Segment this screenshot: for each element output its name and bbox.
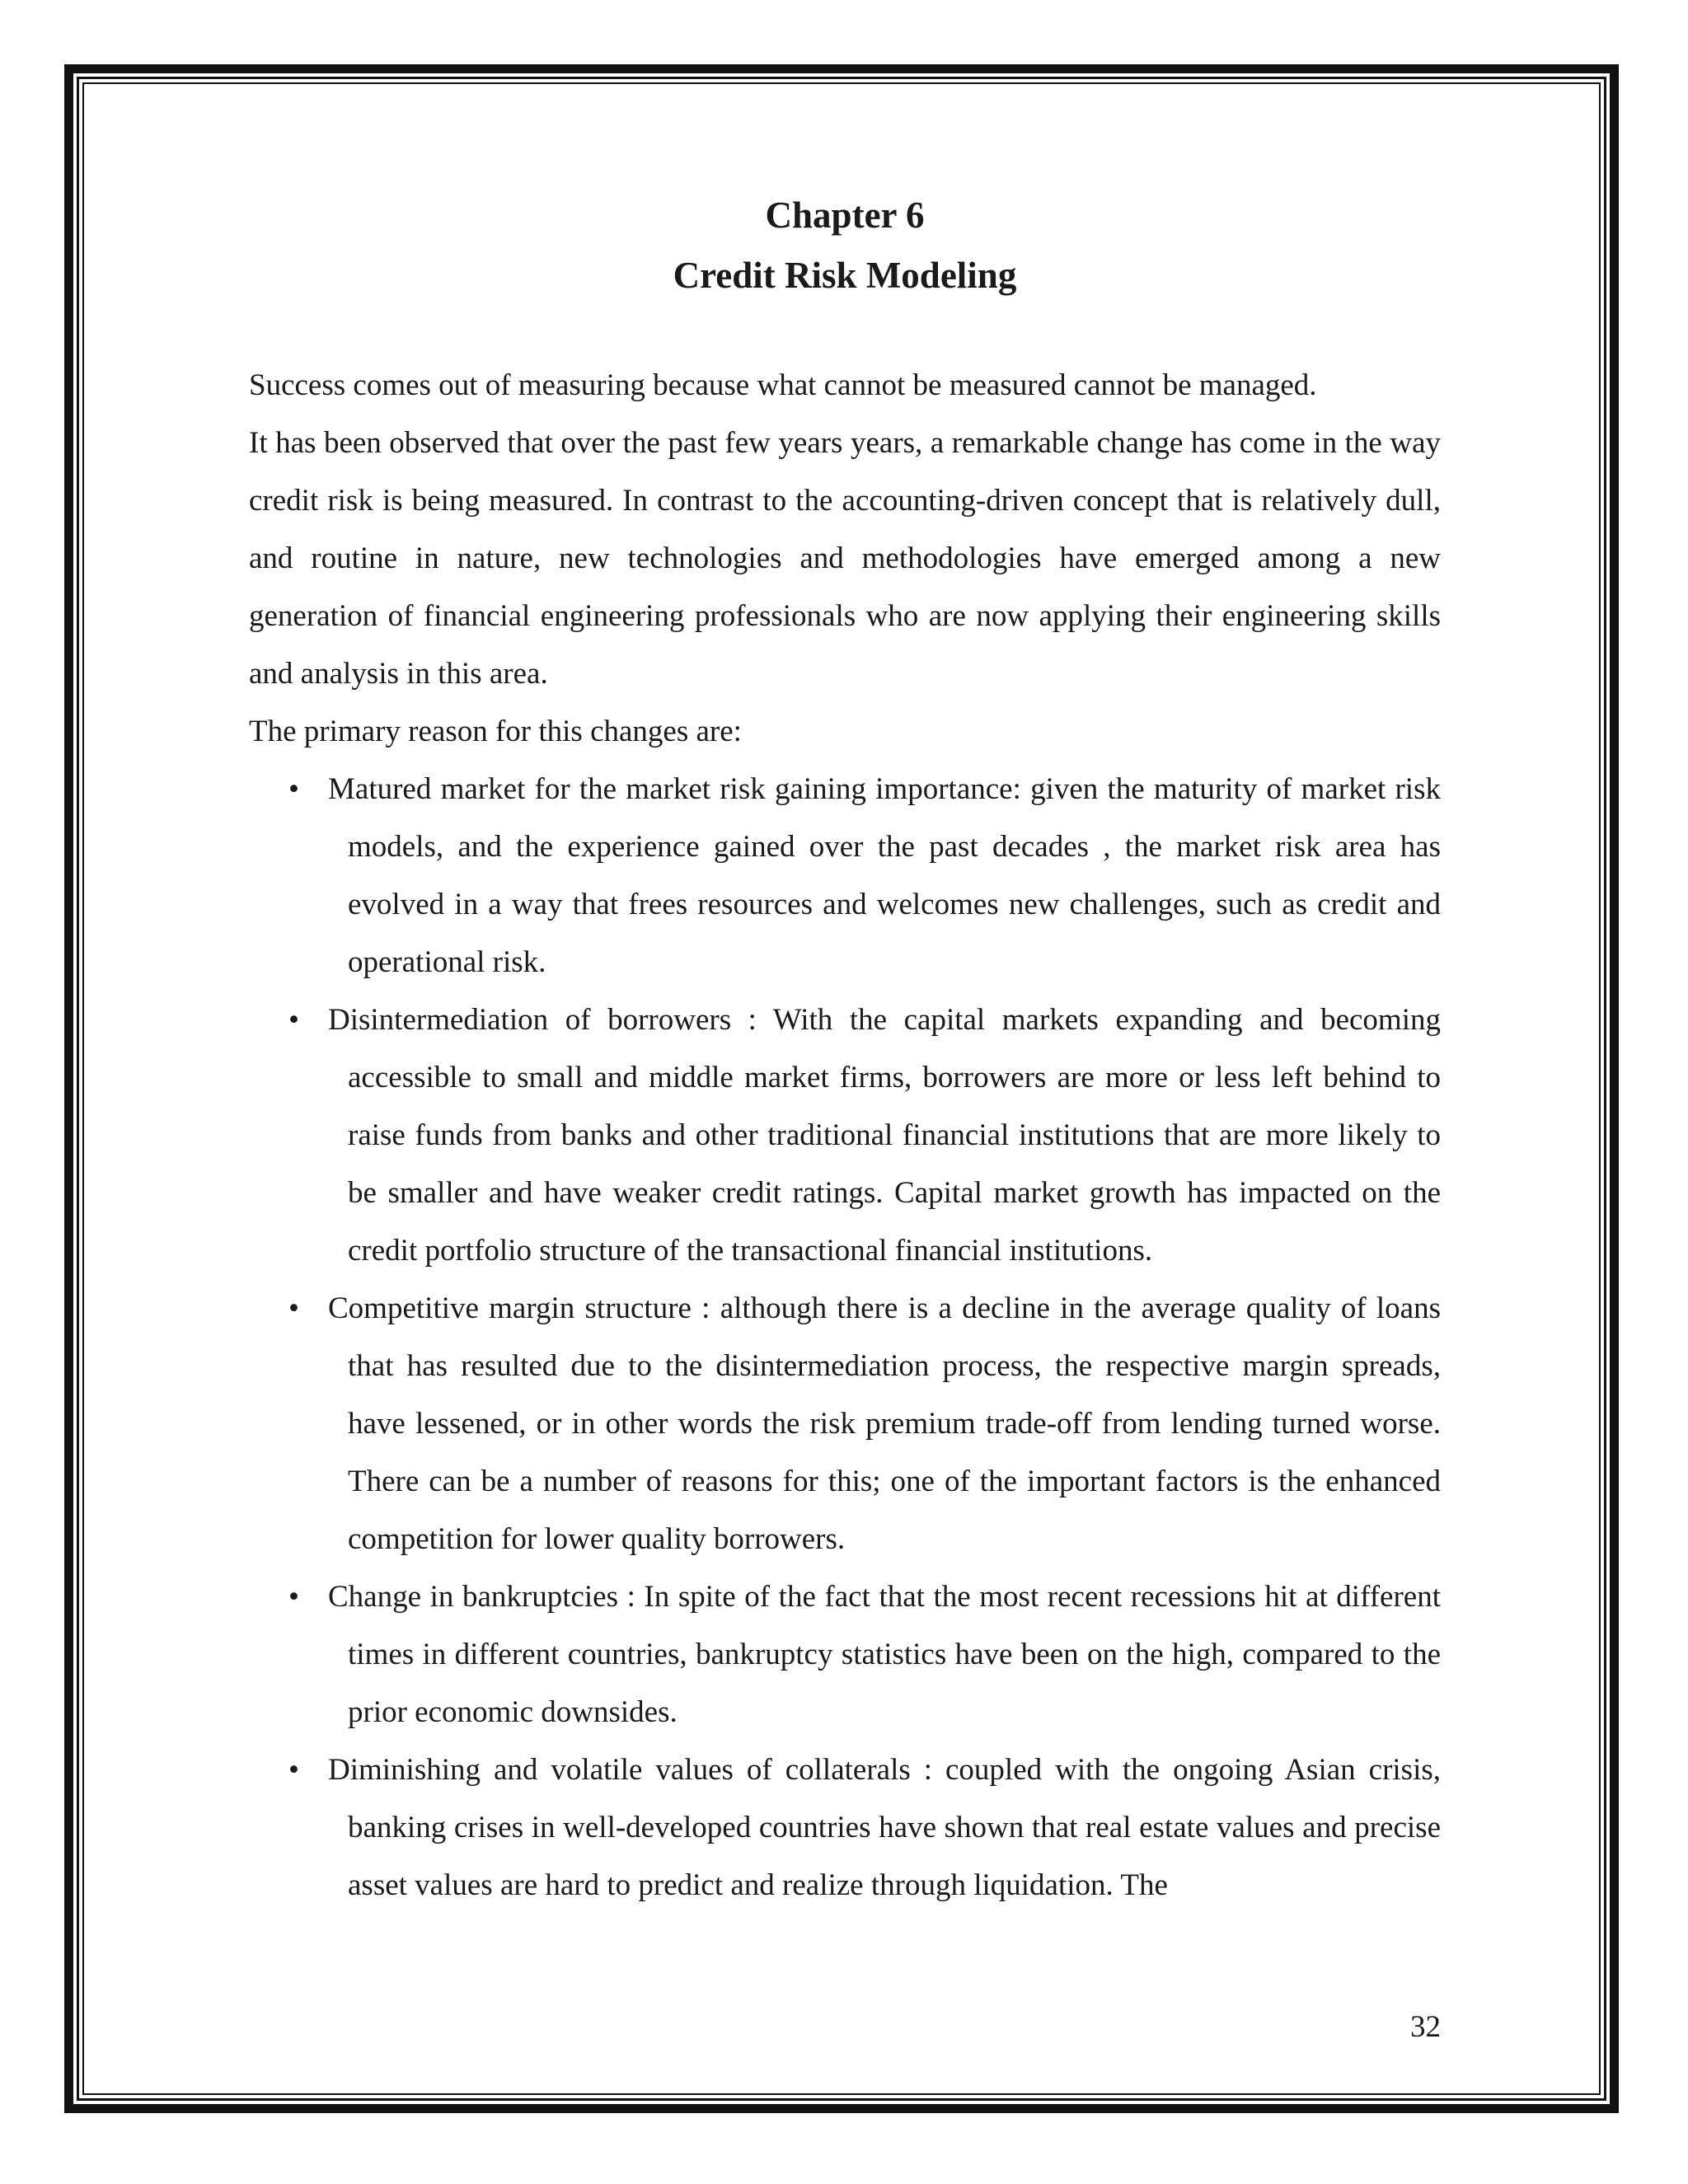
bullet-icon: • bbox=[288, 772, 299, 806]
chapter-title: Credit Risk Modeling bbox=[673, 254, 1017, 296]
list-item bbox=[249, 991, 1441, 1280]
reasons-list bbox=[249, 761, 1441, 1915]
list-item-text: Change in bankruptcies : In spite of the fact that the most recent recessions hit at different times in different countries, bankruptcy statistics have been on the high, compared to the prior economic downsides. bbox=[328, 1580, 1441, 1729]
intro-paragraph: It has been observed that over the past few years years, a remarkable change has come in the way credit risk is being measured. In contrast to the accounting-driven concept that is relatively dull, and routine in nature, new technologies and methodologies have emerged among a new generation of financial engineering professionals who are now applying their engineering skills and analysis in this area. bbox=[249, 426, 1441, 691]
list-item-text: Disintermediation of borrowers : With the capital markets expanding and becoming accessible to small and middle market firms, borrowers are more or less left behind to raise funds from banks and other traditional financial institutions that are more likely to be smaller and have weaker credit ratings. Capital market growth has impacted on the credit portfolio structure of the transactional financial institutions. bbox=[328, 1003, 1441, 1268]
bullet-icon: • bbox=[288, 1753, 299, 1787]
chapter-number: Chapter 6 bbox=[765, 194, 925, 236]
list-item bbox=[249, 1280, 1441, 1568]
bullet-icon: • bbox=[288, 1003, 299, 1037]
intro-quote: Success comes out of measuring because what cannot be measured cannot be managed. bbox=[249, 368, 1317, 402]
page-number: 32 bbox=[1410, 2010, 1441, 2044]
list-item-text: Competitive margin structure : although there is a decline in the average quality of loans that has resulted due to the disintermediation process, the respective margin spreads, have lessened, or in other words the risk premium trade-off from lending turned worse. There can be a number of reasons for this; one of the important factors is the enhanced competition for lower quality borrowers. bbox=[328, 1291, 1441, 1556]
list-item-text: Diminishing and volatile values of collaterals : coupled with the ongoing Asian crisis, banking crises in well-developed countries have shown that real estate values and precise asset values are hard to predict and realize through liquidation. The bbox=[328, 1753, 1441, 1902]
bullet-icon: • bbox=[288, 1580, 299, 1614]
list-item bbox=[249, 1741, 1441, 1915]
list-item bbox=[249, 1568, 1441, 1741]
page-content bbox=[249, 191, 1441, 1915]
list-item bbox=[249, 761, 1441, 991]
list-item-text: Matured market for the market risk gaining importance: given the maturity of market risk models, and the experience gained over the past decades , the market risk area has evolved in a way that frees resources and welcomes new challenges, such as credit and operational risk. bbox=[328, 772, 1441, 979]
reasons-lead-in: The primary reason for this changes are: bbox=[249, 715, 742, 748]
bullet-icon: • bbox=[288, 1291, 299, 1325]
